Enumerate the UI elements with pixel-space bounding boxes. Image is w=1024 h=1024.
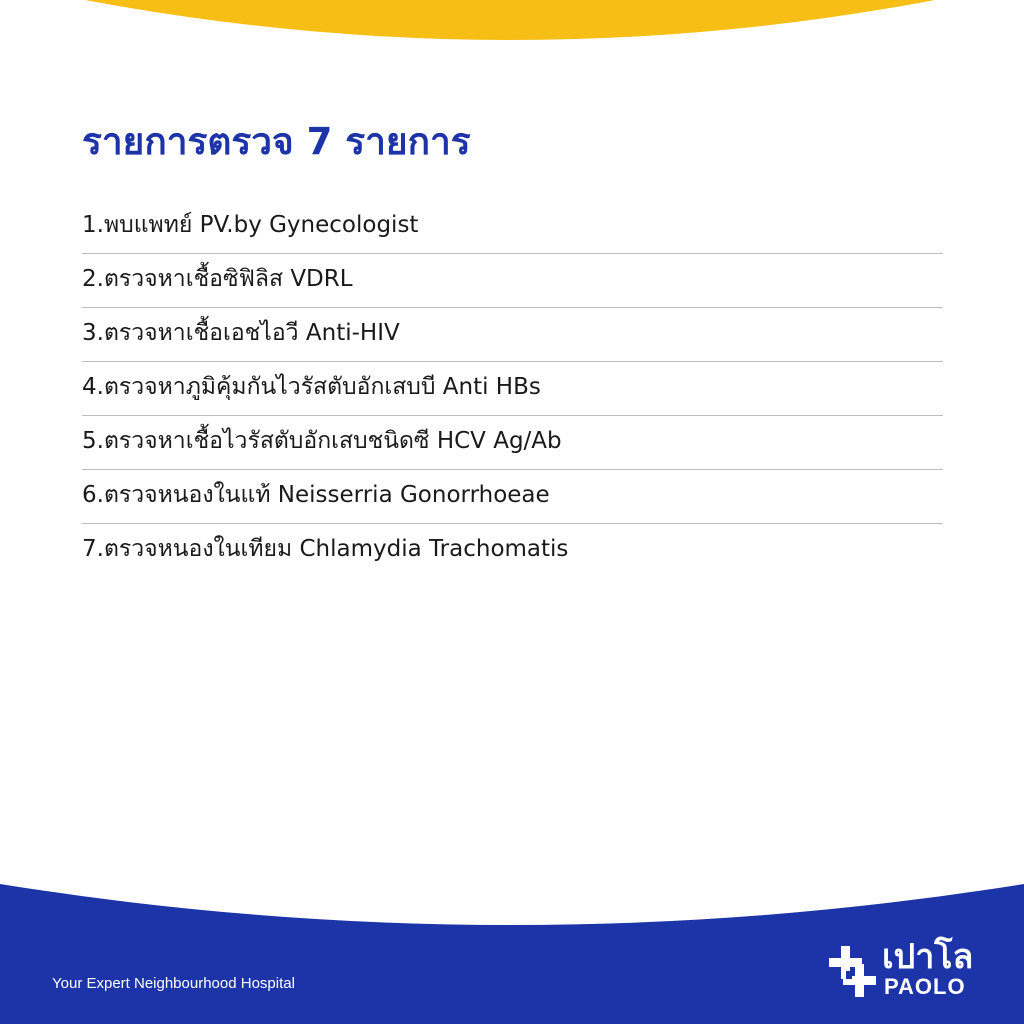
footer-tagline: Your Expert Neighbourhood Hospital [52, 975, 295, 992]
logo-latin-wordmark: PAOLO [884, 974, 966, 999]
checklist-item: 2.ตรวจหาเชื้อซิฟิลิส VDRL [82, 254, 943, 308]
top-yellow-wave [0, 0, 1024, 50]
checklist-item: 7.ตรวจหนองในเทียม Chlamydia Trachomatis [82, 536, 569, 562]
checklist [82, 200, 943, 578]
checklist-item: 5.ตรวจหาเชื้อไวรัสตับอักเสบชนิดซี HCV Ag/Ab [82, 416, 943, 470]
cross-plus-icon [824, 944, 880, 1000]
page-title: รายการตรวจ 7 รายการ [82, 120, 471, 163]
checklist-item: 1.พบแพทย์ PV.by Gynecologist [82, 200, 943, 254]
checklist-item: 3.ตรวจหาเชื้อเอชไอวี Anti-HIV [82, 308, 943, 362]
checklist-item: 6.ตรวจหนองในแท้ Neisserria Gonorrhoeae [82, 470, 943, 524]
brand-logo [824, 937, 984, 1004]
checklist-item: 4.ตรวจหาภูมิคุ้มกันไวรัสตับอักเสบบี Anti HBs [82, 362, 943, 416]
logo-thai-wordmark: เปาโล [882, 937, 974, 977]
